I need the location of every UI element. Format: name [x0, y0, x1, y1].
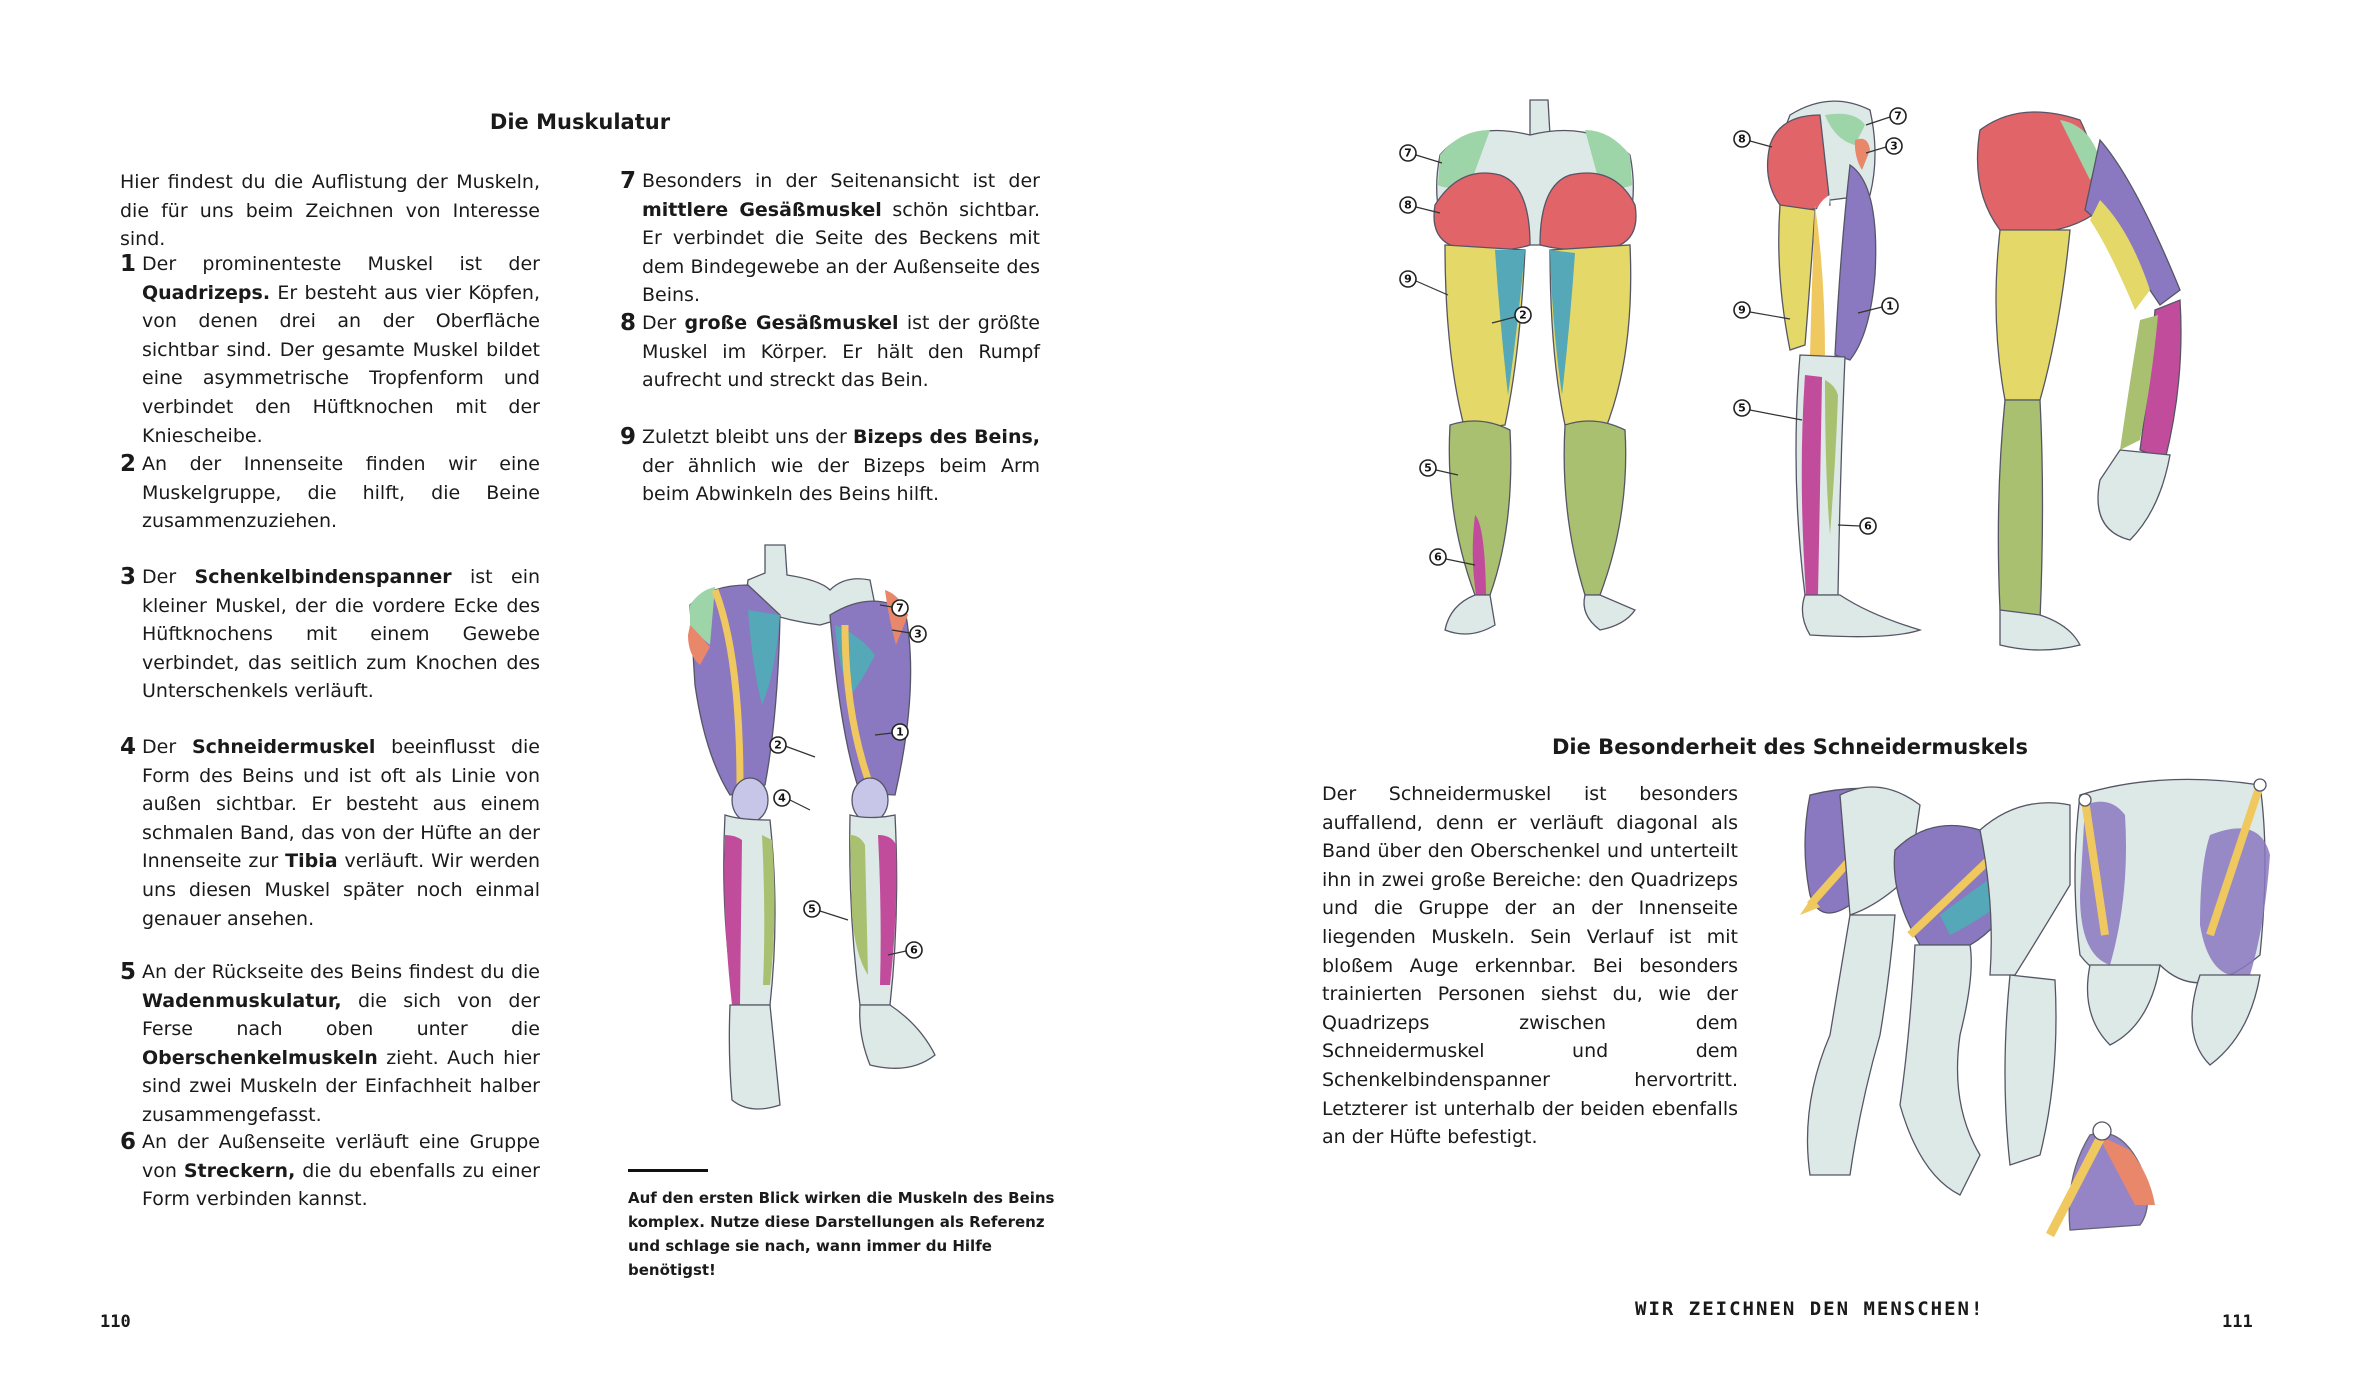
text-run: An der Außenseite verläuft eine Gruppe von [142, 1131, 540, 1182]
text-run: verläuft. Wir werden uns diesen Muskel später noch einmal genauer ansehen. [142, 850, 540, 930]
list-number: 2 [120, 451, 137, 477]
list-item-4 [120, 733, 540, 933]
list-item-1 [120, 250, 540, 447]
bold-term: Bizeps des Beins, [852, 426, 1041, 448]
list-item-2 [120, 450, 540, 540]
svg-text:7: 7 [896, 601, 904, 615]
sartorius-thigh-illustrations [1780, 775, 2280, 1275]
bold-term: mittlere Gesäßmuskel [642, 198, 882, 221]
bold-term: Oberschenkelmuskeln [142, 1046, 378, 1069]
svg-text:6: 6 [1434, 550, 1442, 564]
svg-text:7: 7 [1404, 146, 1412, 160]
svg-text:5: 5 [1424, 461, 1432, 475]
text-run: Der [142, 736, 192, 758]
svg-text:3: 3 [1890, 139, 1898, 153]
back-view-legs-illustration [1390, 95, 1690, 655]
front-label-2 [770, 737, 815, 757]
list-number: 9 [620, 424, 637, 450]
text-run: die sich von der Ferse nach oben unter die [142, 989, 540, 1041]
list-number: 7 [620, 168, 637, 194]
list-number: 3 [120, 564, 137, 590]
right-body-paragraph: Der Schneidermuskel ist besonders auffallend, denn er verläuft diagonal als Band über den Oberschenkel und unterteilt ihn in zwei große Bereiche: den Quadrizeps und die Gruppe der an der Innenseite liegenden Muskeln. Sein Verlauf ist mit bloßem Auge erkennbar. Bei besonders trainierten Personen siehst du, wie der Quadrizeps zwischen dem Schneidermuskel und dem Schenkelbindenspanner hervortritt. Letzterer ist unterhalb der beiden ebenfalls an der Hüfte befestigt. [1322, 783, 1738, 1149]
svg-text:1: 1 [896, 725, 904, 739]
list-item-7 [620, 167, 1040, 307]
bold-term: Tibia [285, 850, 338, 873]
bold-term: Schenkelbindenspanner [194, 566, 452, 588]
text-run: beeinflusst die Form des Beins und ist oft als Linie von außen sichtbar. Er besteht aus einem schmalen Band, das von der Hüfte an der Innenseite zur [142, 736, 540, 873]
bold-term: Streckern, [183, 1159, 296, 1182]
text-run: zieht. Auch hier sind zwei Muskeln der Einfachheit halber zusammengefasst. [142, 1046, 540, 1126]
side-label-5 [1734, 400, 1802, 420]
svg-text:3: 3 [914, 627, 922, 641]
list-text [142, 733, 540, 933]
text-run: Der prominenteste Muskel ist der [142, 253, 540, 275]
front-label-5 [804, 901, 848, 920]
text-run: Der [142, 566, 195, 588]
svg-text:1: 1 [1886, 299, 1894, 313]
list-text [642, 167, 1040, 310]
intro-paragraph: Hier findest du die Auflistung der Muskeln, die für uns beim Zeichnen von Interesse sind. [120, 171, 540, 251]
list-text [142, 958, 540, 1130]
list-number: 4 [120, 734, 137, 760]
list-text [142, 563, 540, 706]
svg-text:7: 7 [1894, 109, 1902, 123]
svg-text:6: 6 [1864, 519, 1872, 533]
front-label-4 [774, 790, 810, 810]
svg-text:8: 8 [1404, 198, 1412, 212]
list-text [142, 1128, 540, 1214]
bold-term: Quadrizeps. [142, 281, 271, 304]
page-number-left: 110 [100, 1312, 131, 1332]
svg-text:8: 8 [1738, 132, 1746, 146]
page-number-right: 111 [2222, 1312, 2253, 1332]
running-title: WIR ZEICHNEN DEN MENSCHEN! [1635, 1298, 1985, 1320]
list-text [642, 309, 1040, 395]
svg-text:4: 4 [778, 791, 786, 805]
back-label-9 [1400, 271, 1448, 295]
list-item-8 [620, 309, 1040, 399]
figure-caption: Auf den ersten Blick wirken die Muskeln des Beins komplex. Nutze diese Darstellungen als Referenz und schlage sie nach, wann immer du Hilfe benötigst! [628, 1189, 1055, 1279]
svg-text:5: 5 [1738, 401, 1746, 415]
side-label-6 [1838, 518, 1876, 534]
right-heading: Die Besonderheit des Schneidermuskels [1552, 735, 2028, 759]
text-run: Zuletzt bleibt uns der [642, 426, 853, 448]
front-view-legs-illustration [670, 535, 950, 1135]
list-text [142, 250, 540, 450]
caption-rule [628, 1169, 708, 1172]
list-number: 5 [120, 959, 137, 985]
side-view-leg-illustration [1730, 95, 1930, 655]
svg-text:9: 9 [1404, 272, 1412, 286]
side-label-9 [1734, 302, 1790, 319]
text-run: Der [642, 312, 685, 334]
bent-leg-illustration [1960, 100, 2200, 660]
list-text [642, 423, 1040, 509]
back-label-7 [1400, 145, 1442, 163]
list-number: 8 [620, 310, 637, 336]
list-text [142, 450, 540, 536]
text-run: schön sichtbar. Er verbindet die Seite des Beckens mit dem Bindegewebe an der Außenseite des Beins. [642, 198, 1040, 307]
text-run: An der Innenseite finden wir eine Muskelgruppe, die hilft, die Beine zusammenzuziehen. [142, 453, 540, 533]
left-heading: Die Muskulatur [489, 110, 671, 134]
text-run: Er besteht aus vier Köpfen, von denen drei an der Oberfläche sichtbar sind. Der gesamte Muskel bildet eine asymmetrische Tropfenform und verbindet den Hüftknochen mit der Kniescheibe. [142, 281, 540, 447]
text-run: die du ebenfalls zu einer Form verbinden kannst. [142, 1159, 540, 1211]
text-run: Besonders in der Seitenansicht ist der [642, 170, 1040, 192]
list-number: 6 [120, 1129, 137, 1155]
text-run: ist der größte Muskel im Körper. Er hält den Rumpf aufrecht und streckt das Bein. [642, 312, 1040, 392]
svg-text:6: 6 [910, 943, 918, 957]
text-run: der ähnlich wie der Bizeps beim Arm beim Abwinkeln des Beins hilft. [642, 454, 1040, 506]
list-number: 1 [120, 251, 137, 277]
svg-text:5: 5 [808, 902, 816, 916]
bold-term: große Gesäßmuskel [684, 312, 899, 334]
side-label-8 [1734, 131, 1772, 147]
text-run: ist ein kleiner Muskel, der die vordere Ecke des Hüftknochens mit einem Gewebe verbindet, das seitlich zum Knochen des Unterschenkels verläuft. [142, 566, 541, 703]
list-item-5 [120, 958, 540, 1126]
list-item-9 [620, 423, 1040, 513]
text-run: An der Rückseite des Beins findest du die [142, 961, 540, 983]
list-item-6 [120, 1128, 540, 1218]
svg-text:2: 2 [774, 738, 782, 752]
svg-text:2: 2 [1519, 308, 1527, 322]
list-item-3 [120, 563, 540, 708]
svg-text:9: 9 [1738, 303, 1746, 317]
bold-term: Wadenmuskulatur, [142, 989, 342, 1012]
bold-term: Schneidermuskel [191, 736, 376, 758]
